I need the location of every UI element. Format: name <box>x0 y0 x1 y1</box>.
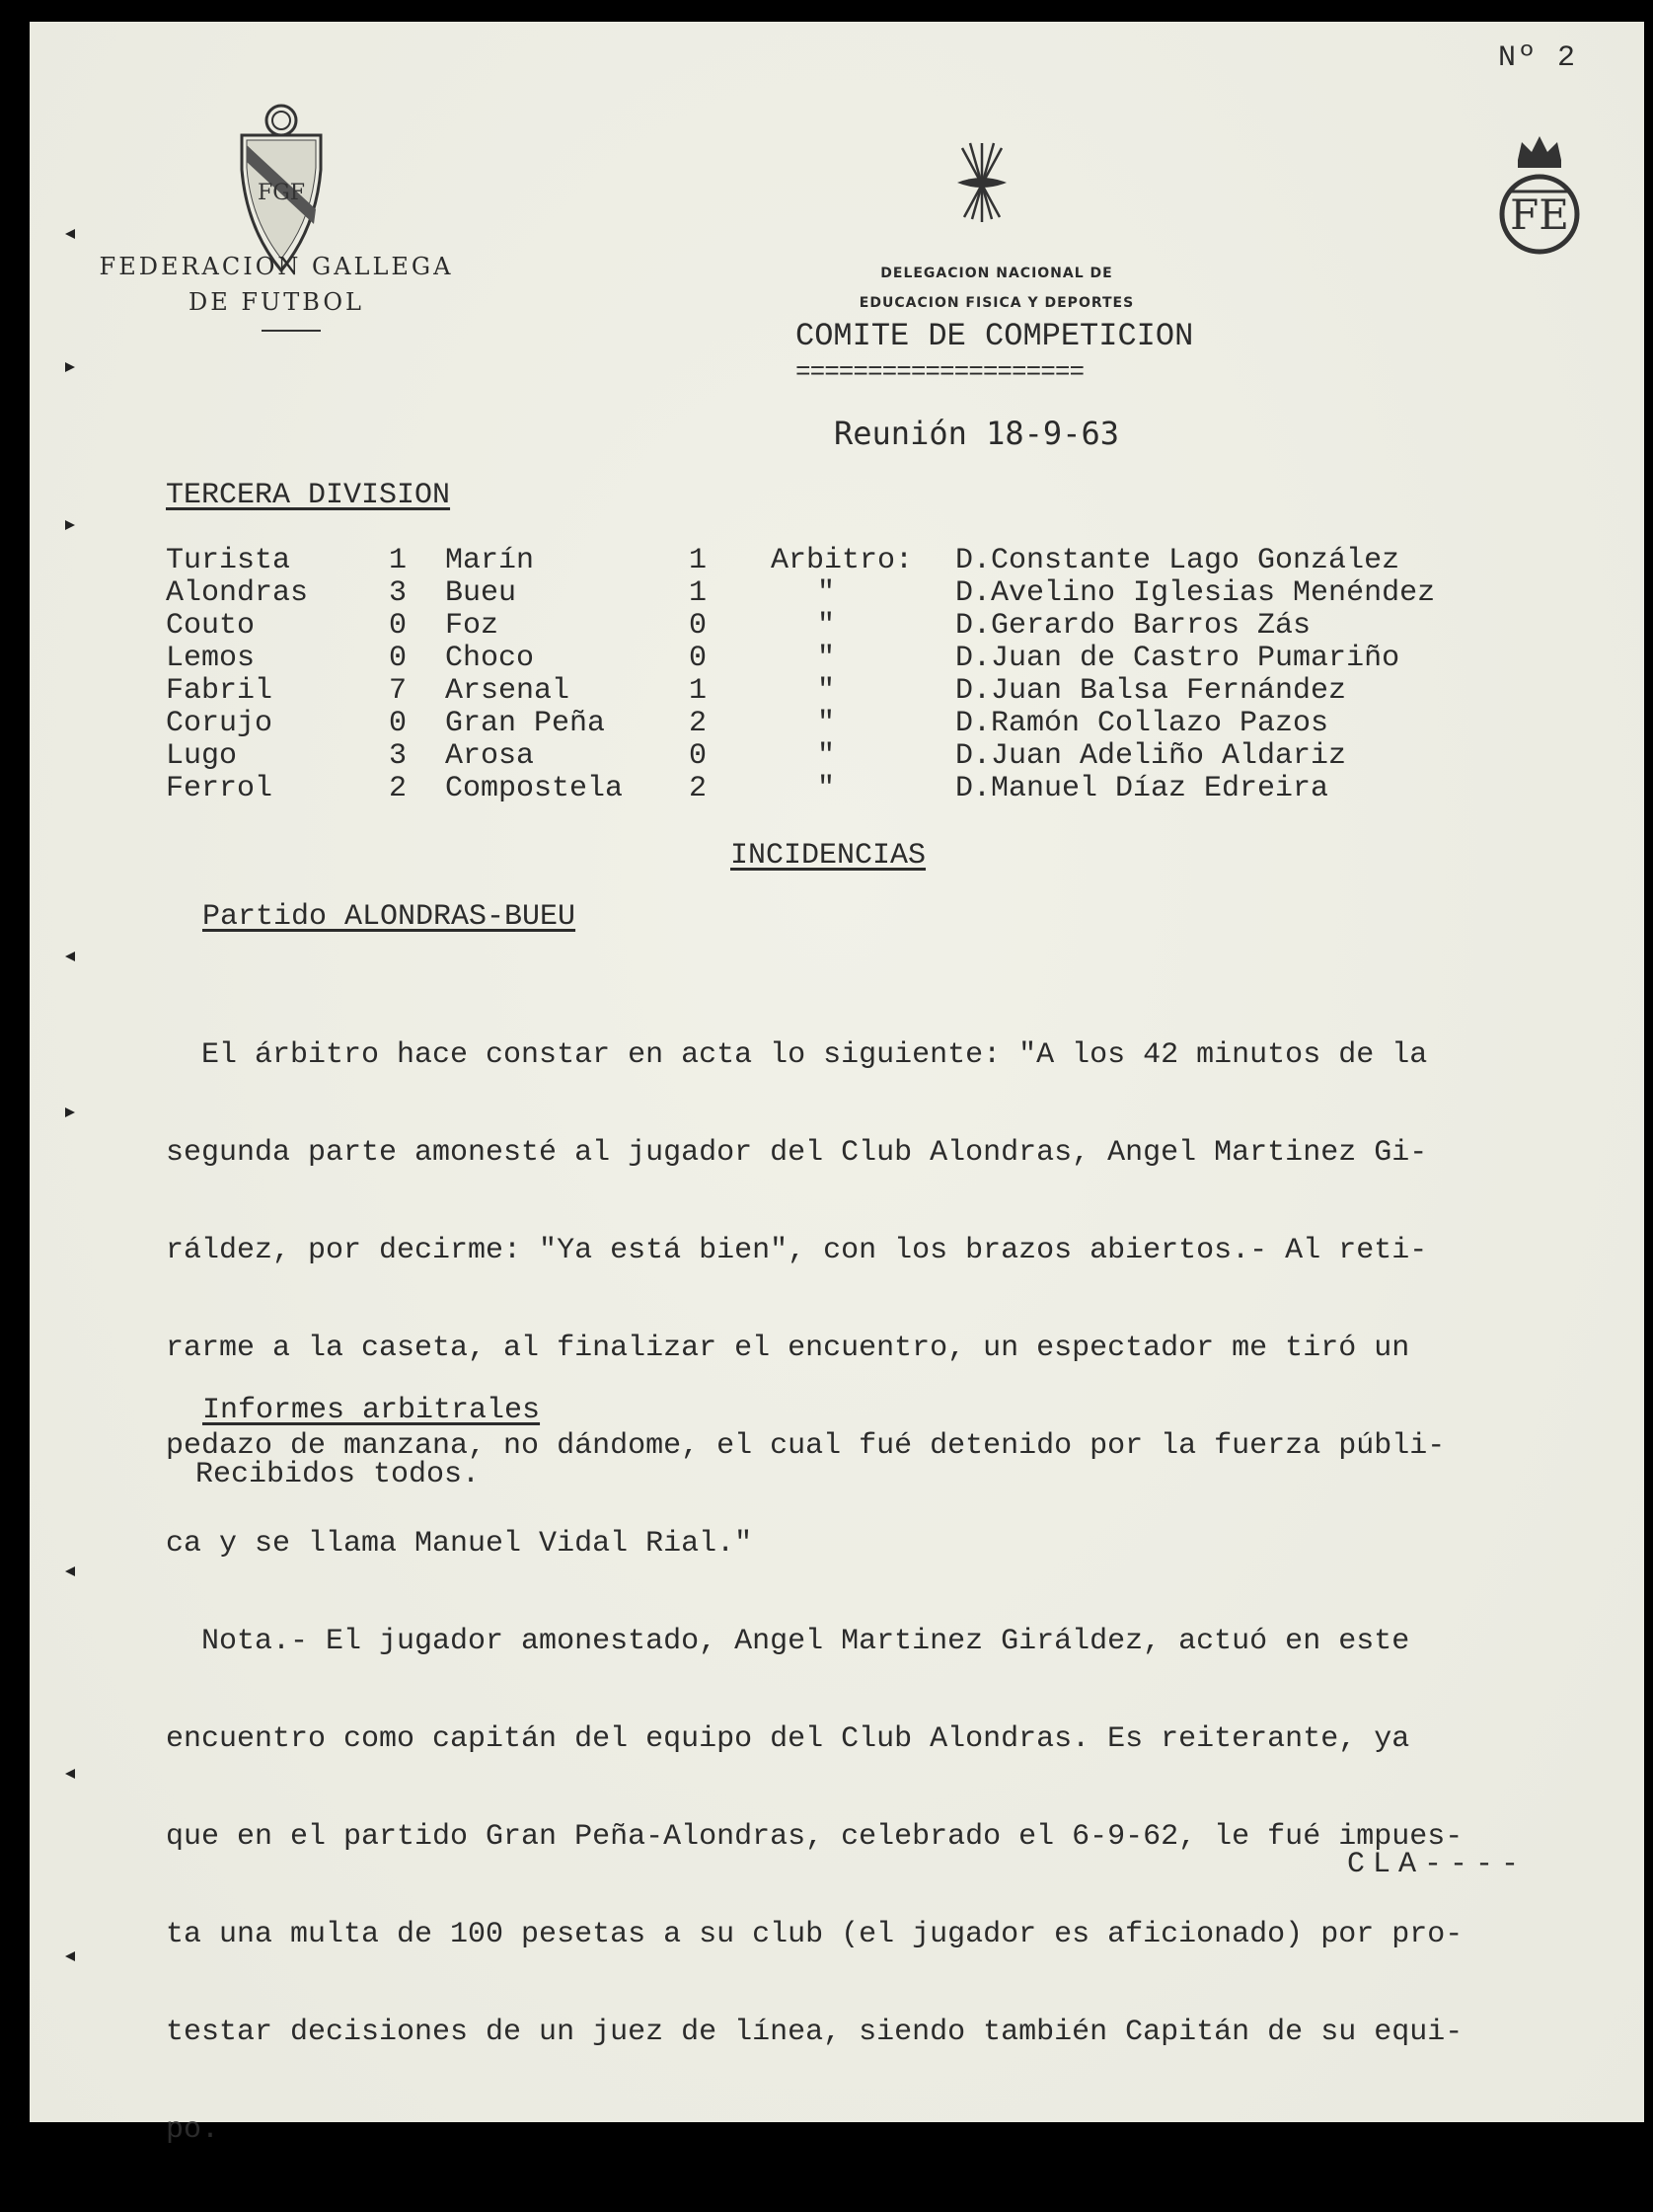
comite-rule: ==================== <box>795 357 1085 387</box>
referee-name: D.Manuel Díaz Edreira <box>955 772 1329 805</box>
home-team: Ferrol <box>166 772 273 805</box>
body-line: po. <box>166 2113 220 2147</box>
referee-name: D.Juan Adeliño Aldariz <box>955 739 1347 773</box>
home-score: 0 <box>389 707 408 740</box>
division-heading: TERCERA DIVISION <box>166 479 451 512</box>
meeting-date: Reunión 18-9-63 <box>834 415 1119 452</box>
federation-line-1: FEDERACION GALLEGA <box>99 253 454 280</box>
svg-text:FE: FE <box>1510 191 1569 239</box>
body-line: El árbitro hace constar en acta lo siguiente: "A los 42 minutos de la <box>166 1038 1428 1072</box>
body-line: ráldez, por decirme: "Ya está bien", con los brazos abiertos.- Al reti- <box>166 1234 1428 1267</box>
ditto-mark: " <box>817 772 836 805</box>
home-team: Fabril <box>166 674 273 708</box>
ditto-mark: " <box>817 609 836 643</box>
away-score: 1 <box>689 544 708 577</box>
away-score: 0 <box>689 642 708 675</box>
federation-line-2: DE FUTBOL <box>188 288 364 316</box>
federation-rule <box>262 330 321 332</box>
away-team: Bueu <box>445 576 517 610</box>
away-team: Choco <box>445 642 535 675</box>
yoke-arrows-icon <box>952 138 1012 227</box>
margin-mark <box>65 229 75 239</box>
incidencias-body <box>166 974 1646 2212</box>
referee-name: D.Avelino Iglesias Menéndez <box>955 576 1436 610</box>
referee-name: D.Constante Lago González <box>955 544 1400 577</box>
away-team: Gran Peña <box>445 707 606 740</box>
home-team: Corujo <box>166 707 273 740</box>
delegacion-line-1: DELEGACION NACIONAL DE <box>880 266 1113 281</box>
home-score: 3 <box>389 739 408 773</box>
body-line: que en el partido Gran Peña-Alondras, celebrado el 6-9-62, le fué impues- <box>166 1820 1464 1854</box>
away-score: 1 <box>689 576 708 610</box>
delegacion-line-2: EDUCACION FISICA Y DEPORTES <box>859 295 1135 311</box>
home-score: 0 <box>389 609 408 643</box>
ditto-mark: " <box>817 576 836 610</box>
away-team: Arosa <box>445 739 535 773</box>
away-score: 0 <box>689 739 708 773</box>
away-team: Compostela <box>445 772 624 805</box>
informes-text: Recibidos todos. <box>195 1458 481 1491</box>
body-line: pedazo de manzana, no dándome, el cual fué detenido por la fuerza públi- <box>166 1429 1446 1463</box>
body-line: segunda parte amonesté al jugador del Club Alondras, Angel Martinez Gi- <box>166 1136 1428 1170</box>
margin-mark <box>65 1107 75 1117</box>
body-line: encuentro como capitán del equipo del Club Alondras. Es reiterante, ya <box>166 1722 1410 1756</box>
away-score: 1 <box>689 674 708 708</box>
body-line: testar decisiones de un juez de línea, siendo también Capitán de su equi- <box>166 2016 1464 2049</box>
away-team: Marín <box>445 544 535 577</box>
margin-mark <box>65 362 75 372</box>
home-team: Turista <box>166 544 291 577</box>
svg-text:FGF: FGF <box>257 181 306 205</box>
home-team: Alondras <box>166 576 309 610</box>
away-team: Arsenal <box>445 674 570 708</box>
comite-title: COMITE DE COMPETICION <box>795 318 1194 354</box>
delegacion-header <box>799 259 1194 318</box>
home-score: 3 <box>389 576 408 610</box>
ditto-mark: " <box>817 674 836 708</box>
referee-name: D.Juan Balsa Fernández <box>955 674 1347 708</box>
home-score: 7 <box>389 674 408 708</box>
margin-mark <box>65 952 75 961</box>
body-line: ta una multa de 100 pesetas a su club (el jugador es aficionado) por pro- <box>166 1918 1464 1951</box>
referee-name: D.Gerardo Barros Zás <box>955 609 1312 643</box>
ditto-mark: " <box>817 707 836 740</box>
margin-mark <box>65 1951 75 1961</box>
home-team: Lugo <box>166 739 238 773</box>
partido-heading: Partido ALONDRAS-BUEU <box>202 900 576 934</box>
away-score: 0 <box>689 609 708 643</box>
document-page <box>30 22 1644 2147</box>
arbitro-label: Arbitro: <box>771 544 914 577</box>
fgf-shield-crest-icon <box>237 101 326 273</box>
home-score: 0 <box>389 642 408 675</box>
incidencias-heading: INCIDENCIAS <box>730 839 927 873</box>
page-number: Nº 2 <box>1498 41 1578 75</box>
federation-title <box>89 249 464 320</box>
body-line: Nota.- El jugador amonestado, Angel Martinez Giráldez, actuó en este <box>166 1625 1410 1658</box>
home-team: Couto <box>166 609 256 643</box>
body-line: ca y se llama Manuel Vidal Rial." <box>166 1527 753 1561</box>
home-team: Lemos <box>166 642 256 675</box>
referee-name: D.Ramón Collazo Pazos <box>955 707 1329 740</box>
away-score: 2 <box>689 707 708 740</box>
footer-code: CLA---- <box>1347 1848 1528 1881</box>
margin-mark <box>65 1769 75 1779</box>
margin-mark <box>65 520 75 530</box>
ditto-mark: " <box>817 642 836 675</box>
body-line: rarme a la caseta, al finalizar el encuentro, un espectador me tiró un <box>166 1332 1410 1365</box>
rfef-crown-crest-icon <box>1490 130 1589 268</box>
away-team: Foz <box>445 609 499 643</box>
home-score: 1 <box>389 544 408 577</box>
ditto-mark: " <box>817 739 836 773</box>
referee-name: D.Juan de Castro Pumariño <box>955 642 1400 675</box>
margin-mark <box>65 1566 75 1576</box>
home-score: 2 <box>389 772 408 805</box>
informes-heading: Informes arbitrales <box>202 1394 541 1427</box>
away-score: 2 <box>689 772 708 805</box>
